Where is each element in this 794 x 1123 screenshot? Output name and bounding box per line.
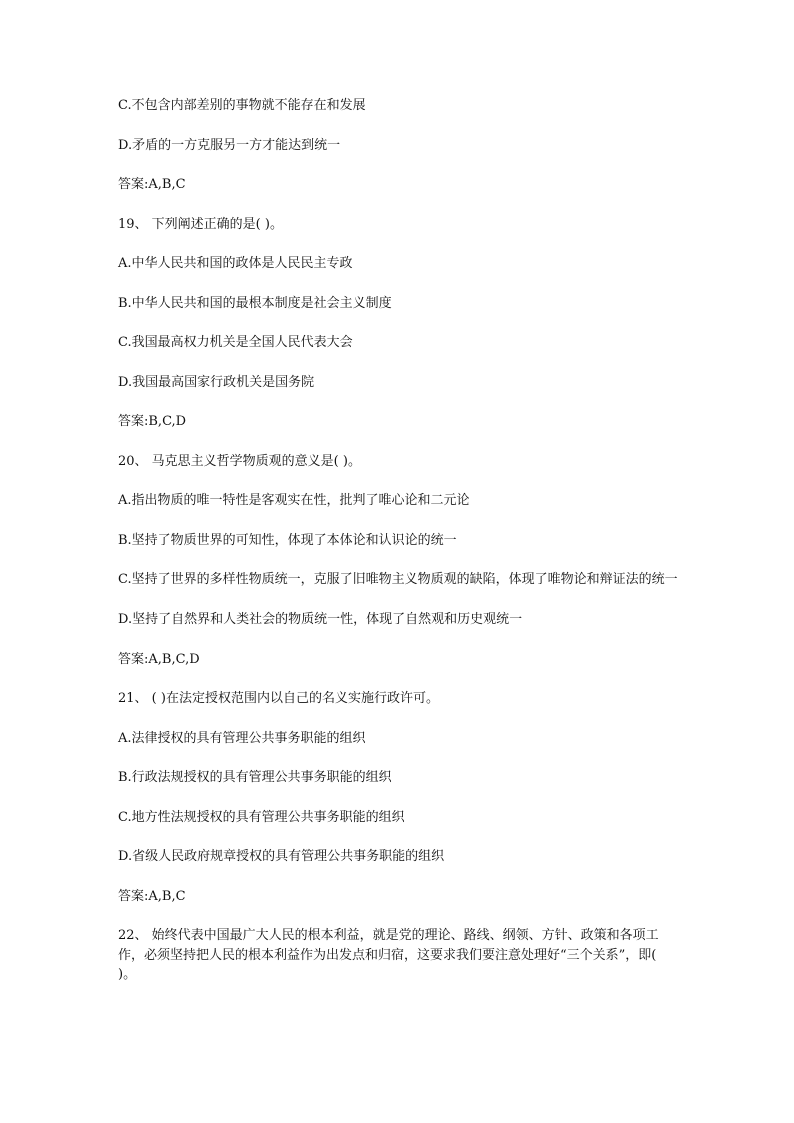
option-q20-a: A.指出物质的唯一特性是客观实在性，批判了唯心论和二元论: [118, 493, 470, 508]
option-q21-b: B.行政法规授权的具有管理公共事务职能的组织: [118, 770, 392, 785]
answer-q21: 答案:A,B,C: [118, 888, 186, 904]
option-q18-c: C.不包含内部差别的事物就不能存在和发展: [118, 98, 366, 113]
question-19: 19、 下列阐述正确的是( )。: [118, 216, 283, 232]
option-q18-d: D.矛盾的一方克服另一方才能达到统一: [118, 137, 341, 153]
option-q20-d: D.坚持了自然界和人类社会的物质统一性，体现了自然观和历史观统一: [118, 612, 523, 627]
answer-q18: 答案:A,B,C: [118, 177, 186, 192]
option-q20-c: C.坚持了世界的多样性物质统一，克服了旧唯物主义物质观的缺陷，体现了唯物论和辩证法的统一: [118, 572, 678, 587]
question-21: 21、 ( )在法定授权范围内以自己的名义实施行政许可。: [118, 691, 439, 706]
option-q21-a: A.法律授权的具有管理公共事务职能的组织: [118, 730, 366, 746]
option-q19-c: C.我国最高权力机关是全国人民代表大会: [118, 335, 353, 350]
answer-q20: 答案:A,B,C,D: [118, 651, 200, 667]
option-q21-d: D.省级人民政府规章授权的具有管理公共事务职能的组织: [118, 849, 445, 864]
question-20: 20、 马克思主义哲学物质观的意义是( )。: [118, 453, 361, 469]
option-q20-b: B.坚持了物质世界的可知性，体现了本体论和认识论的统一: [118, 532, 457, 548]
option-q19-a: A.中华人民共和国的政体是人民民主专政: [118, 256, 353, 271]
document-page: [118, 96, 678, 1005]
question-22: 22、 始终代表中国最广大人民的根本利益，就是党的理论、路线、纲领、方针、政策和各项工作，必须坚持把人民的根本利益作为出发点和归宿，这要求我们要注意处理好“三个关系”，即( )。: [118, 928, 659, 982]
option-q19-d: D.我国最高国家行政机关是国务院: [118, 374, 315, 390]
option-q21-c: C.地方性法规授权的具有管理公共事务职能的组织: [118, 809, 405, 825]
option-q19-b: B.中华人民共和国的最根本制度是社会主义制度: [118, 295, 392, 311]
answer-q19: 答案:B,C,D: [118, 414, 187, 429]
